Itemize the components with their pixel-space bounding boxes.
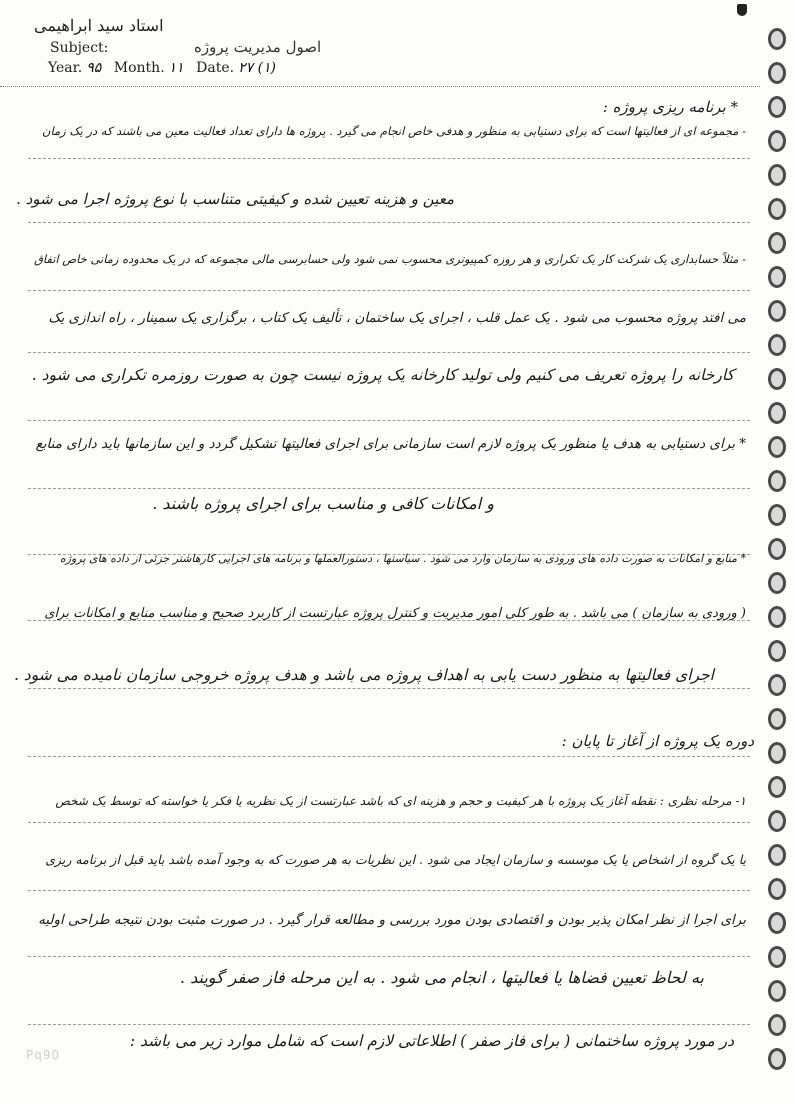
handwritten-line: معین و هزینه تعیین شده و کیفیتی متناسب با نوع پروژه اجرا می شود . [16, 190, 454, 208]
spiral-ring [768, 436, 786, 458]
spiral-ring [768, 640, 786, 662]
spiral-ring [768, 368, 786, 390]
ruled-line [28, 688, 750, 689]
handwritten-line: * منابع و امکانات به صورت داده های ورودی به سازمان وارد می شود . سیاستها ، دستورالعملها و برنامه های اجرایی کارهاشتر جزئی از داده های پروژه [59, 552, 746, 565]
handwritten-line: * برای دستیابی به هدف یا منظور یک پروژه لازم است سازمانی برای اجرای فعالیتها تشکیل گردد و این سازمانها باید دارای منابع [35, 436, 746, 452]
date-row [48, 60, 284, 76]
ruled-line [28, 890, 750, 891]
spiral-ring [768, 334, 786, 356]
handwritten-line: در مورد پروژه ساختمانی ( برای فاز صفر ) اطلاعاتی لازم است که شامل موارد زیر می باشد : [129, 1032, 734, 1050]
handwritten-line: - مثلاً حسابداری یک شرکت کار یک تکراری و هر روزه کمپیوتری محسوب نمی شود ولی حسابرسی مالی مجموعه که در یک محدوده زمانی خاص اتفاق [33, 252, 746, 266]
handwritten-line: کارخانه را پروژه تعریف می کنیم ولی تولید کارخانه یک پروژه نیست چون به صورت روزمره تکراری می شود . [31, 366, 734, 384]
header-rule [0, 86, 760, 87]
spiral-ring [768, 810, 786, 832]
spiral-ring [768, 28, 786, 50]
ruled-line [28, 488, 750, 489]
month-label: Month. [113, 60, 165, 76]
ruled-line [28, 420, 750, 421]
ruled-line [28, 956, 750, 957]
spiral-ring [768, 538, 786, 560]
handwritten-line: - مجموعه ای از فعالیتها است که برای دستیابی به منظور و هدفی خاص انجام می گیرد . پروژه ها دارای تعداد فعالیت معین می باشند که در یک زمان [42, 124, 746, 138]
spiral-ring [768, 878, 786, 900]
ruled-line [28, 290, 750, 291]
spiral-ring [768, 402, 786, 424]
spiral-ring [768, 742, 786, 764]
spiral-binding [760, 20, 794, 1095]
spiral-ring [768, 776, 786, 798]
year-value: ۹۵ [86, 60, 102, 76]
spiral-ring [768, 504, 786, 526]
handwritten-line: اجرای فعالیتها به منظور دست یابی به اهداف پروژه می باشد و هدف پروژه خروجی سازمان نامیده می شود . [13, 666, 714, 684]
notebook-header [14, 14, 334, 76]
spiral-ring [768, 946, 786, 968]
spiral-ring [768, 674, 786, 696]
spiral-ring [768, 96, 786, 118]
handwritten-line: ( ورودی به سازمان ) می باشد . به طور کلی امور مدیریت و کنترل پروژه عبارتست از کاربرد صحیح و مناسب منابع و امکانات برای [44, 606, 746, 621]
spiral-ring [768, 164, 786, 186]
spiral-ring [768, 266, 786, 288]
spiral-ring [768, 300, 786, 322]
subject-label: Subject: [50, 40, 109, 56]
teacher-name: استاد سید ابراهیمی [34, 16, 164, 35]
spiral-ring [768, 232, 786, 254]
handwritten-line: به لحاظ تعیین فضاها یا فعالیتها ، انجام می شود . به این مرحله فاز صفر گویند . [179, 968, 704, 987]
section-heading-project-cycle: دوره یک پروژه از آغاز تا پایان : [561, 732, 754, 750]
spiral-ring [768, 62, 786, 84]
section-heading-project-planning: * برنامه ریزی پروژه : [602, 98, 738, 116]
spiral-ring [768, 572, 786, 594]
spiral-ring [768, 470, 786, 492]
spiral-ring [768, 912, 786, 934]
date-value: ۲۷ (۱) [238, 60, 277, 76]
spiral-ring [768, 708, 786, 730]
handwritten-line: ۱- مرحله نظری : نقطه آغاز یک پروژه با هر کیفیت و حجم و هزینه ای که باشد عبارتست از یک نظریه یا فکر یا خواسته که توسط یک شخص [55, 794, 746, 808]
spiral-ring [768, 1048, 786, 1070]
spiral-ring [768, 980, 786, 1002]
spiral-ring [768, 844, 786, 866]
spiral-ring [768, 606, 786, 628]
date-label: Date. [196, 60, 235, 76]
handwritten-line: یا یک گروه از اشخاص یا یک موسسه و سازمان ایجاد می شود . این نظریات به هر صورت که به وجود آمده باشد باید قبل از برنامه ریزی [45, 852, 746, 867]
spiral-ring [768, 198, 786, 220]
ruled-line [28, 756, 750, 757]
handwritten-line: و امکانات کافی و مناسب برای اجرای پروژه باشند . [152, 494, 494, 513]
scanner-watermark: Pq90 [26, 1048, 61, 1062]
ruled-line [28, 1024, 750, 1025]
year-label: Year. [48, 60, 83, 76]
spiral-ring [768, 130, 786, 152]
ruled-line [28, 158, 750, 159]
ruled-line [28, 352, 750, 353]
handwritten-line: می افتد پروژه محسوب می شود . یک عمل قلب ، اجرای یک ساختمان ، تألیف یک کتاب ، برگزاری یک سمینار ، راه اندازی یک [48, 310, 746, 326]
subject-value: اصول مدیریت پروژه [194, 38, 322, 56]
handwritten-line: برای اجرا از نظر امکان پذیر بودن و اقتصادی بودن مورد بررسی و مطالعه قرار گیرد . در صورت مثبت بودن نتیجه طراحی اولیه [38, 912, 746, 928]
corner-mark [737, 4, 747, 16]
month-value: ۱۱ [168, 60, 184, 76]
ruled-line [28, 222, 750, 223]
ruled-line [28, 822, 750, 823]
spiral-ring [768, 1014, 786, 1036]
